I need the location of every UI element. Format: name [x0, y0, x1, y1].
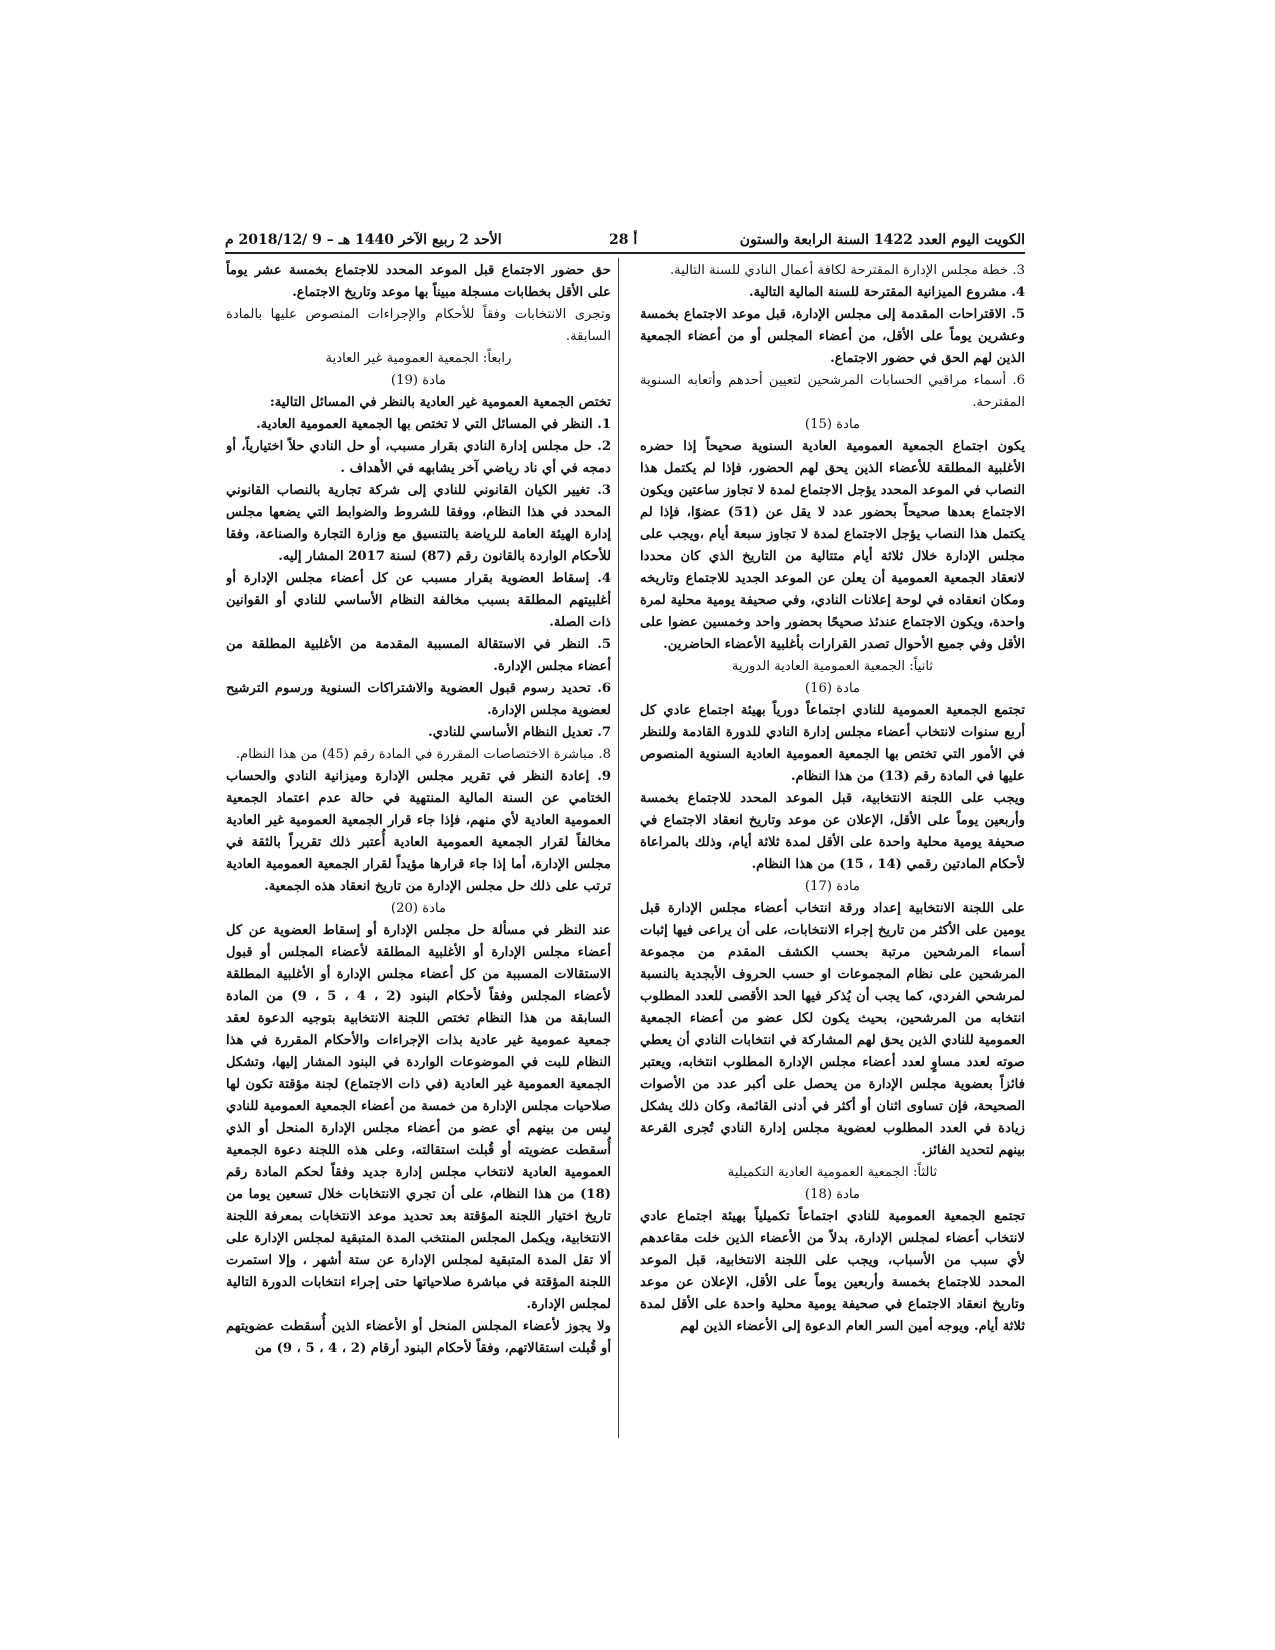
paragraph: عند النظر في مسألة حل مجلس الإدارة أو إسقاط العضوية عن كل أعضاء مجلس الإدارة أو الأغلبية المطلقة لأعضاء المجلس أو قبول الاستقالات المسببة من كل أعضاء مجلس الإدارة أو الأغلبية المطلقة لأعضاء المجلس وفقاً لأحكام البنود (2 ، 4 ، 5 ، 9) من المادة السابقة من هذا النظام تختص اللجنة الانتخابية بتوجيه الدعوة لعقد جمعية عمومية غير عادية بذات الإجراءات والأحكام المقررة في هذا النظام للبت في الموضوعات الواردة في البنود المشار إليها، وتشكل الجمعية العمومية غير العادية (في ذات الاجتماع) لجنة مؤقتة تكون لها صلاحيات مجلس الإدارة من خمسة من أعضاء الجمعية العمومية للنادي ليس من بينهم أي عضو من أعضاء مجلس الإدارة المنحل أو الذي أُسقطت عضويته أو قُبلت استقالته، وعلى هذه اللجنة دعوة الجمعية العمومية العادية لانتخاب مجلس إدارة جديد وفقاً لحكم المادة رقم (18) من هذا النظام، على أن تجري الانتخابات خلال تسعين يوما من تاريخ اختيار اللجنة المؤقتة بعد تحديد موعد الانتخابات بمعرفة اللجنة الانتخابية، ويكمل المجلس المنتخب المدة المتبقية لمجلس الإدارة على ألا تقل المدة المتبقية لمجلس الإدارة عن ستة أشهر ، وإلا استمرت اللجنة المؤقتة في مباشرة صلاحياتها حتى إجراء انتخابات الدورة التالية لمجلس الإدارة. [226, 923, 611, 1312]
page-header [225, 228, 1025, 254]
list-item: 6. أسماء مراقبي الحسابات المرشحين لتعيين أحدهم وأتعابه السنوية المقترحة. [640, 373, 1025, 410]
right-column [640, 260, 1025, 1440]
paragraph: ولا يجوز لأعضاء المجلس المنحل أو الأعضاء الذين أُسقطت عضويتهم أو قُبلت استقالاتهم، وفقاً لأحكام البنود أرقام (2 ، 4 ، 5 ، 9) من [226, 1319, 611, 1356]
list-item: 1. النظر في المسائل التي لا تختص بها الجمعية العمومية العادية. [256, 417, 611, 432]
article-heading: مادة (18) [804, 1187, 861, 1202]
paragraph: وتجرى الانتخابات وفقاً للأحكام والإجراءات المنصوص عليها بالمادة السابقة. [226, 307, 611, 344]
section-heading: ثالثاً: الجمعية العمومية العادية التكميلية [727, 1165, 938, 1180]
article-heading: مادة (17) [804, 879, 861, 894]
article-heading: مادة (16) [804, 681, 861, 696]
section-heading: رابعاً: الجمعية العمومية غير العادية [325, 351, 512, 366]
paragraph: ويجب على اللجنة الانتخابية، قبل الموعد المحدد للاجتماع بخمسة وأربعين يوماً على الأقل، الإعلان عن موعد وتاريخ انعقاد الاجتماع في صحيفة يومية محلية واحدة على الأقل لمدة ثلاثة أيام، وذلك بالمراعاة لأحكام المادتين رقمي (14 ، 15) من هذا النظام. [640, 791, 1025, 872]
list-item: 5. الاقتراحات المقدمة إلى مجلس الإدارة، قبل موعد الاجتماع بخمسة وعشرين يوماً على الأقل، من أعضاء المجلس أو من أعضاء الجمعية الذين لهم الحق في حضور الاجتماع. [640, 307, 1025, 366]
list-item: 7. تعديل النظام الأساسي للنادي. [428, 725, 611, 740]
article-heading: مادة (19) [390, 373, 447, 388]
list-item: 4. مشروع الميزانية المقترحة للسنة المالية التالية. [749, 285, 1025, 300]
header-rule [225, 252, 1025, 254]
list-item: 3. تغيير الكيان القانوني للنادي إلى شركة تجارية بالنصاب القانوني المحدد في هذا النظام، ووفقا للشروط والضوابط التي يضعها مجلس إدارة الهيئة العامة للرياضة بالتنسيق مع وزارة التجارة والصناعة، وفقا للأحكام الواردة بالقانون رقم (87) لسنة 2017 المشار إليه. [226, 483, 611, 564]
list-item: 9. إعادة النظر في تقرير مجلس الإدارة وميزانية النادي والحساب الختامي عن السنة المالية المنتهية في حالة عدم اعتماد الجمعية العمومية العادية لأي منهم، فإذا جاء قرار الجمعية العمومية غير العادية مخالفاً لقرار الجمعية العمومية العادية أُعتبر ذلك تقريراً بالثقة في مجلس الإدارة، أما إذا جاء قرارها مؤيداً لقرار الجمعية العمومية العادية ترتب على ذلك حل مجلس الإدارة من تاريخ انعقاد هذه الجمعية. [226, 769, 611, 894]
article-heading: مادة (20) [390, 901, 447, 916]
paragraph: تجتمع الجمعية العمومية للنادي اجتماعاً دورياً بهيئة اجتماع عادي كل أربع سنوات لانتخاب أعضاء مجلس إدارة النادي للدورة القادمة وللنظر في الأمور التي تختص بها الجمعية العمومية العادية السنوية المنصوص عليها في المادة رقم (13) من هذا النظام. [640, 703, 1025, 784]
header-publication: الكويت اليوم العدد 1422 السنة الرابعة والستون [739, 232, 1025, 248]
list-item: 2. حل مجلس إدارة النادي بقرار مسبب، أو حل النادي حلاً اختيارياً، أو دمجه في أي ناد رياضي آخر يشابهه في الأهداف . [226, 439, 611, 476]
left-column [226, 260, 611, 1440]
paragraph: يكون اجتماع الجمعية العمومية العادية السنوية صحيحاً إذا حضره الأغلبية المطلقة للأعضاء الذين يحق لهم الحضور، فإذا لم يكتمل هذا النصاب في الموعد المحدد يؤجل الاجتماع لمدة لا تجاوز ساعتين ويكون الاجتماع بعدها صحيحاً بحضور عدد لا يقل عن (51) عضوًا، فإذا لم يكتمل هذا النصاب يؤجل الاجتماع لمدة لا تجاوز سبعة أيام ،ويجب على مجلس الإدارة خلال ثلاثة أيام متتالية من التاريخ الذي كان محددا لانعقاد الجمعية العمومية أن يعلن عن الموعد الجديد للاجتماع وتاريخه ومكان انعقاده في لوحة إعلانات النادي، وفي صحيفة يومية محلية لمرة واحدة، ويكون الاجتماع عندئذ صحيحًا بحضور واحد وخمسين عضوا على الأقل وفي جميع الأحوال تصدر القرارات بأغلبية الأعضاء الحاضرين. [640, 439, 1025, 652]
article-heading: مادة (15) [804, 417, 861, 432]
paragraph: على اللجنة الانتخابية إعداد ورقة انتخاب أعضاء مجلس الإدارة قبل يومين على الأكثر من تاريخ إجراء الانتخابات، على أن يراعى فيها إثبات أسماء المرشحين مرتبة بحسب الكشف المقدم من مجموعة المرشحين على نظام المجموعات او حسب الحروف الأبجدية بالنسبة لمرشحي الفردي، كما يجب أن يُذكر فيها الحد الأقصى للعدد المطلوب انتخابه من المرشحين، بحيث يكون لكل عضو من أعضاء الجمعية العمومية للنادي الذين يحق لهم المشاركة في انتخابات النادي أن يعطي صوته لعدد مساوٍ لعدد أعضاء مجلس الإدارة المطلوب انتخابه، ويعتبر فائزاً بعضوية مجلس الإدارة من يحصل على أكبر عدد من الأصوات الصحيحة، فإن تساوى اثنان أو أكثر في أدنى القائمة، وكان ذلك يشكل زيادة في العدد المطلوب لعضوية مجلس إدارة النادي تُجرى القرعة بينهم لتحديد الفائز. [640, 901, 1025, 1158]
header-date: الأحد 2 ربيع الآخر 1440 هـ – 9 /2018/12 م [225, 232, 502, 248]
list-item: 6. تحديد رسوم قبول العضوية والاشتراكات السنوية ورسوم الترشيح لعضوية مجلس الإدارة. [226, 681, 611, 718]
list-item: 4. إسقاط العضوية بقرار مسبب عن كل أعضاء مجلس الإدارة أو أغلبيتهم المطلقة بسبب مخالفة النظام الأساسي للنادي أو القوانين ذات الصلة. [226, 571, 611, 630]
paragraph: تختص الجمعية العمومية غير العادية بالنظر في المسائل التالية: [269, 395, 611, 410]
column-divider [618, 258, 619, 1438]
header-page-number: أ 28 [609, 232, 638, 248]
list-item: 3. خطة مجلس الإدارة المقترحة لكافة أعمال النادي للسنة التالية. [669, 263, 1025, 278]
section-heading: ثانياً: الجمعية العمومية العادية الدورية [731, 659, 934, 674]
list-item: 8. مباشرة الاختصاصات المقررة في المادة رقم (45) من هذا النظام. [235, 747, 611, 762]
list-item: 5. النظر في الاستقالة المسببة المقدمة من الأغلبية المطلقة من أعضاء مجلس الإدارة. [226, 637, 611, 674]
paragraph: حق حضور الاجتماع قبل الموعد المحدد للاجتماع بخمسة عشر يوماً على الأقل بخطابات مسجلة مبيناً بها موعد وتاريخ الاجتماع. [226, 263, 611, 300]
paragraph: تجتمع الجمعية العمومية للنادي اجتماعاً تكميلياً بهيئة اجتماع عادي لانتخاب أعضاء لمجلس الإدارة، بدلاً من الأعضاء الذين خلت مقاعدهم لأي سبب من الأسباب، ويجب على اللجنة الانتخابية، قبل الموعد المحدد للاجتماع بخمسة وأربعين يوماً على الأقل، الإعلان عن موعد وتاريخ انعقاد الاجتماع في صحيفة يومية محلية واحدة على الأقل لمدة ثلاثة أيام. ويوجه أمين السر العام الدعوة إلى الأعضاء الذين لهم [640, 1209, 1025, 1334]
